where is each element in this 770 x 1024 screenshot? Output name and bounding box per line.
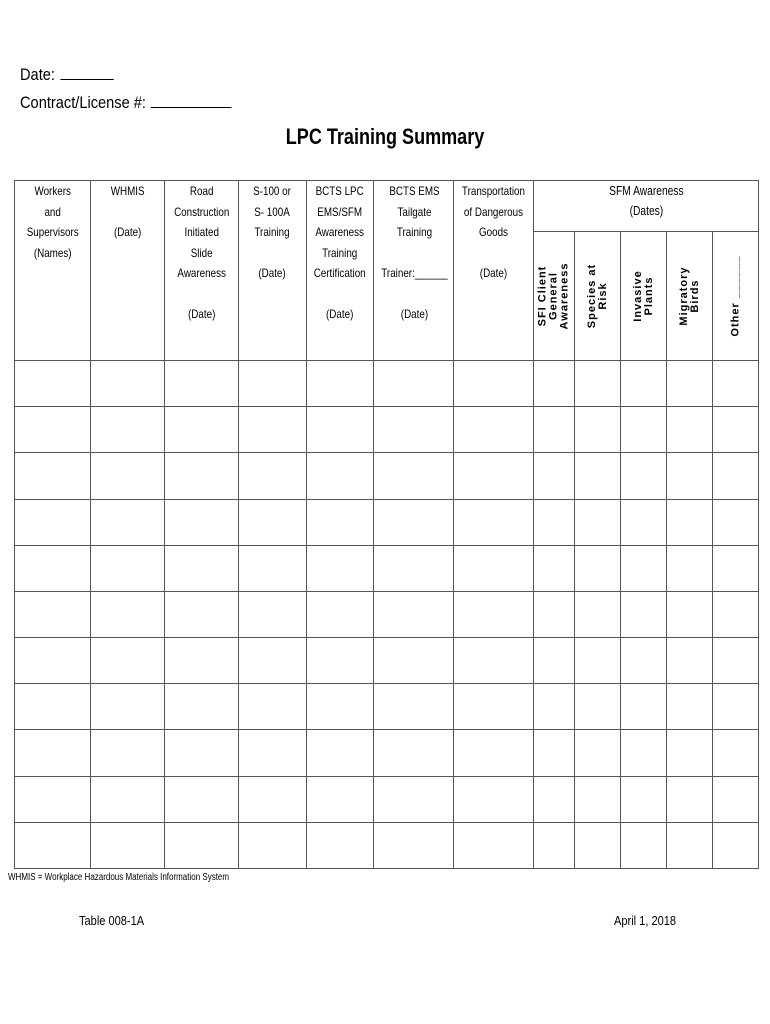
col-header-whmis: WHMIS (Date) <box>91 181 165 361</box>
table-cell[interactable] <box>621 684 667 730</box>
table-cell[interactable] <box>713 822 759 868</box>
table-row <box>15 822 759 868</box>
table-cell[interactable] <box>575 776 621 822</box>
col-header-migratory-birds: Migratory Birds <box>667 232 713 361</box>
table-cell[interactable] <box>621 361 667 407</box>
table-cell[interactable] <box>621 453 667 499</box>
table-cell[interactable] <box>667 591 713 637</box>
table-cell[interactable] <box>15 730 91 776</box>
table-cell[interactable] <box>15 591 91 637</box>
table-row <box>15 730 759 776</box>
table-cell[interactable] <box>165 730 239 776</box>
table-cell[interactable] <box>91 407 165 453</box>
table-cell[interactable] <box>307 545 374 591</box>
table-cell[interactable] <box>667 407 713 453</box>
table-cell[interactable] <box>575 591 621 637</box>
table-cell[interactable] <box>307 361 374 407</box>
table-cell[interactable] <box>15 499 91 545</box>
col-header-s100: S-100 or S- 100A Training (Date) <box>239 181 307 361</box>
table-cell[interactable] <box>165 591 239 637</box>
table-cell[interactable] <box>239 822 307 868</box>
table-cell[interactable] <box>91 453 165 499</box>
table-cell[interactable] <box>374 499 454 545</box>
table-cell[interactable] <box>91 499 165 545</box>
table-cell[interactable] <box>454 638 534 684</box>
table-cell[interactable] <box>454 684 534 730</box>
table-cell[interactable] <box>575 361 621 407</box>
table-cell[interactable] <box>307 407 374 453</box>
table-cell[interactable] <box>374 545 454 591</box>
table-cell[interactable] <box>307 822 374 868</box>
table-cell[interactable] <box>534 822 575 868</box>
table-cell[interactable] <box>15 453 91 499</box>
table-cell[interactable] <box>15 776 91 822</box>
table-cell[interactable] <box>454 499 534 545</box>
table-cell[interactable] <box>374 638 454 684</box>
table-cell[interactable] <box>165 453 239 499</box>
table-cell[interactable] <box>374 453 454 499</box>
table-cell[interactable] <box>667 638 713 684</box>
table-cell[interactable] <box>667 453 713 499</box>
table-cell[interactable] <box>621 638 667 684</box>
table-cell[interactable] <box>239 591 307 637</box>
table-cell[interactable] <box>239 361 307 407</box>
table-cell[interactable] <box>374 361 454 407</box>
table-cell[interactable] <box>91 591 165 637</box>
license-blank[interactable] <box>151 92 232 108</box>
table-cell[interactable] <box>374 776 454 822</box>
table-cell[interactable] <box>454 453 534 499</box>
table-cell[interactable] <box>667 776 713 822</box>
table-cell[interactable] <box>454 545 534 591</box>
table-cell[interactable] <box>239 730 307 776</box>
table-cell[interactable] <box>575 684 621 730</box>
table-cell[interactable] <box>165 638 239 684</box>
table-row <box>15 361 759 407</box>
table-cell[interactable] <box>575 545 621 591</box>
col-header-species-at-risk: Species at Risk <box>575 232 621 361</box>
table-cell[interactable] <box>575 407 621 453</box>
table-cell[interactable] <box>713 407 759 453</box>
table-cell[interactable] <box>621 499 667 545</box>
table-cell[interactable] <box>165 499 239 545</box>
table-cell[interactable] <box>713 453 759 499</box>
col-header-workers: Workers and Supervisors (Names) <box>15 181 91 361</box>
table-cell[interactable] <box>307 591 374 637</box>
table-cell[interactable] <box>239 499 307 545</box>
license-label: Contract/License #: <box>20 93 146 112</box>
table-cell[interactable] <box>374 730 454 776</box>
table-row <box>15 684 759 730</box>
table-cell[interactable] <box>713 638 759 684</box>
table-cell[interactable] <box>239 407 307 453</box>
table-cell[interactable] <box>91 822 165 868</box>
table-row <box>15 453 759 499</box>
table-cell[interactable] <box>15 822 91 868</box>
table-cell[interactable] <box>165 776 239 822</box>
table-cell[interactable] <box>575 499 621 545</box>
col-header-tdg: Transportation of Dangerous Goods (Date) <box>454 181 534 361</box>
table-cell[interactable] <box>534 545 575 591</box>
table-cell[interactable] <box>713 776 759 822</box>
table-cell[interactable] <box>165 822 239 868</box>
col-header-sfi-client: SFI Client General Awareness <box>534 232 575 361</box>
table-cell[interactable] <box>667 499 713 545</box>
table-cell[interactable] <box>713 361 759 407</box>
table-cell[interactable] <box>91 638 165 684</box>
table-cell[interactable] <box>621 591 667 637</box>
table-cell[interactable] <box>15 638 91 684</box>
table-cell[interactable] <box>374 591 454 637</box>
table-row <box>15 776 759 822</box>
date-blank[interactable] <box>60 64 113 80</box>
col-header-bcts-ems: BCTS EMS Tailgate Training Trainer:______ (Date) <box>374 181 454 361</box>
table-cell[interactable] <box>667 684 713 730</box>
col-header-invasive-plants: Invasive Plants <box>621 232 667 361</box>
col-header-sfm-awareness: SFM Awareness (Dates) <box>534 181 759 232</box>
table-cell[interactable] <box>165 545 239 591</box>
table-cell[interactable] <box>165 407 239 453</box>
table-row <box>15 545 759 591</box>
table-cell[interactable] <box>307 776 374 822</box>
table-cell[interactable] <box>621 545 667 591</box>
table-cell[interactable] <box>91 730 165 776</box>
table-cell[interactable] <box>307 684 374 730</box>
table-cell[interactable] <box>713 591 759 637</box>
table-cell[interactable] <box>91 776 165 822</box>
table-cell[interactable] <box>239 776 307 822</box>
table-cell[interactable] <box>239 684 307 730</box>
table-cell[interactable] <box>713 684 759 730</box>
table-row <box>15 591 759 637</box>
table-cell[interactable] <box>454 730 534 776</box>
table-cell[interactable] <box>15 361 91 407</box>
table-cell[interactable] <box>667 545 713 591</box>
table-cell[interactable] <box>15 407 91 453</box>
table-cell[interactable] <box>374 407 454 453</box>
license-field-line <box>20 92 232 113</box>
table-cell[interactable] <box>534 453 575 499</box>
table-cell[interactable] <box>454 822 534 868</box>
table-cell[interactable] <box>374 822 454 868</box>
table-cell[interactable] <box>534 407 575 453</box>
table-row <box>15 499 759 545</box>
table-cell[interactable] <box>575 638 621 684</box>
table-cell[interactable] <box>15 684 91 730</box>
table-cell[interactable] <box>621 822 667 868</box>
table-cell[interactable] <box>575 730 621 776</box>
table-cell[interactable] <box>374 684 454 730</box>
table-cell[interactable] <box>534 730 575 776</box>
table-cell[interactable] <box>621 407 667 453</box>
table-cell[interactable] <box>667 361 713 407</box>
table-cell[interactable] <box>307 638 374 684</box>
table-cell[interactable] <box>307 499 374 545</box>
table-cell[interactable] <box>239 453 307 499</box>
table-cell[interactable] <box>239 638 307 684</box>
date-field-line <box>20 64 113 85</box>
table-body <box>15 361 759 869</box>
table-cell[interactable] <box>91 545 165 591</box>
table-cell[interactable] <box>713 499 759 545</box>
table-row <box>15 638 759 684</box>
table-cell[interactable] <box>534 591 575 637</box>
table-cell[interactable] <box>667 730 713 776</box>
table-cell[interactable] <box>454 776 534 822</box>
table-cell[interactable] <box>91 361 165 407</box>
table-cell[interactable] <box>534 499 575 545</box>
table-cell[interactable] <box>667 822 713 868</box>
table-cell[interactable] <box>454 361 534 407</box>
date-label: Date: <box>20 65 55 84</box>
table-cell[interactable] <box>15 545 91 591</box>
table-cell[interactable] <box>534 361 575 407</box>
table-cell[interactable] <box>575 822 621 868</box>
col-header-other: Other ______ <box>713 232 759 361</box>
table-cell[interactable] <box>713 730 759 776</box>
table-cell[interactable] <box>534 684 575 730</box>
footnote: WHMIS = Workplace Hazardous Materials Information System <box>8 872 230 883</box>
footer-date: April 1, 2018 <box>614 913 677 928</box>
table-cell[interactable] <box>534 776 575 822</box>
table-cell[interactable] <box>165 684 239 730</box>
table-cell[interactable] <box>621 730 667 776</box>
table-cell[interactable] <box>454 407 534 453</box>
footer-table-id: Table 008-1A <box>79 913 145 928</box>
col-header-bcts-lpc: BCTS LPC EMS/SFM Awareness Training Certification (Date) <box>307 181 374 361</box>
table-cell[interactable] <box>534 638 575 684</box>
table-cell[interactable] <box>307 453 374 499</box>
table-cell[interactable] <box>239 545 307 591</box>
table-cell[interactable] <box>454 591 534 637</box>
table-cell[interactable] <box>91 684 165 730</box>
table-cell[interactable] <box>575 453 621 499</box>
table-cell[interactable] <box>165 361 239 407</box>
table-cell[interactable] <box>307 730 374 776</box>
table-row <box>15 407 759 453</box>
table-cell[interactable] <box>621 776 667 822</box>
table-cell[interactable] <box>713 545 759 591</box>
col-header-road-construction: Road Construction Initiated Slide Awareness (Date) <box>165 181 239 361</box>
page-title: LPC Training Summary <box>285 124 485 149</box>
training-summary-table <box>14 180 759 869</box>
